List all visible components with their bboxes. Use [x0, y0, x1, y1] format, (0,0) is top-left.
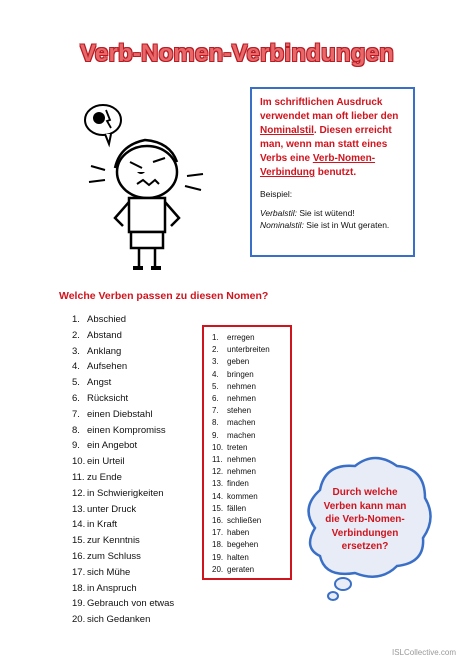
verb-item [212, 491, 290, 503]
noun-item [72, 359, 174, 375]
cloud-line: Durch welche [332, 487, 398, 498]
noun-text: Aufsehen [87, 361, 128, 373]
noun-text: zur Kenntnis [87, 535, 140, 547]
verb-item [212, 478, 290, 490]
verb-number: 6. [212, 394, 219, 404]
noun-item [72, 407, 174, 423]
noun-item [72, 391, 174, 407]
verb-number: 18. [212, 540, 224, 550]
verb-number: 2. [212, 345, 219, 355]
noun-item [72, 486, 174, 502]
cloud-question [300, 486, 430, 554]
noun-text: einen Kompromiss [87, 424, 166, 436]
task-question: Welche Verben passen zu diesen Nomen? [59, 290, 269, 302]
example-verbalstil-text: Sie ist wütend! [297, 208, 355, 218]
cloud-line: ersetzen? [341, 541, 389, 552]
noun-item [72, 423, 174, 439]
noun-item [72, 565, 174, 581]
verb-text: halten [227, 552, 249, 562]
verb-number: 4. [212, 369, 219, 379]
verb-text: nehmen [227, 381, 256, 391]
verb-text: machen [227, 430, 256, 440]
noun-item [72, 375, 174, 391]
verb-number: 3. [212, 357, 219, 367]
noun-number: 6. [72, 392, 80, 404]
noun-number: 20. [72, 614, 86, 626]
verb-item [212, 503, 290, 515]
verb-text: kommen [227, 491, 258, 501]
noun-item [72, 612, 174, 628]
verb-item [212, 527, 290, 539]
noun-text: Abschied [87, 314, 127, 325]
verb-text: nehmen [227, 455, 256, 465]
noun-text: in Kraft [87, 519, 118, 531]
verb-number: 9. [212, 430, 219, 440]
verb-item [212, 454, 290, 466]
verb-text: stehen [227, 406, 252, 416]
info-line2: . Diesen erreicht man, wenn man statt eines Verbs eine [260, 125, 392, 164]
noun-text: in Anspruch [87, 582, 137, 594]
noun-number: 9. [72, 440, 80, 452]
verb-item [212, 466, 290, 478]
verb-text: begehen [227, 540, 259, 550]
verb-text: schließen [227, 516, 262, 526]
verb-number: 8. [212, 418, 219, 428]
noun-item [72, 596, 174, 612]
verb-item [212, 564, 290, 576]
verb-text: unterbreiten [227, 345, 270, 355]
verb-list-box [202, 325, 292, 580]
noun-item [72, 502, 174, 518]
verb-item [212, 405, 290, 417]
verb-item [212, 539, 290, 551]
info-line3: benutzt. [315, 167, 357, 178]
noun-number: 16. [72, 550, 86, 562]
verb-number: 12. [212, 467, 224, 477]
verb-item [212, 552, 290, 564]
page-title: Verb-Nomen-Verbindungen [80, 40, 394, 67]
verb-item [212, 515, 290, 527]
noun-text: unter Druck [87, 503, 137, 515]
verb-item [212, 381, 290, 393]
noun-text: ein Urteil [87, 456, 125, 468]
verb-number: 14. [212, 491, 224, 501]
example-verbalstil [260, 207, 405, 219]
noun-item [72, 517, 174, 533]
cloud-line: Verben kann man [323, 500, 407, 512]
verb-text: nehmen [227, 467, 256, 477]
verb-number: 16. [212, 516, 224, 526]
noun-number: 2. [72, 329, 80, 341]
info-box [250, 87, 415, 257]
verb-number: 19. [212, 552, 224, 562]
noun-item [72, 581, 174, 597]
example-nominalstil-label: Nominalstil: [260, 220, 304, 230]
verb-number: 11. [212, 455, 223, 465]
verb-item [212, 442, 290, 454]
info-line1: Im schriftlichen Ausdruck verwendet man oft lieber den [260, 97, 399, 122]
example-nominalstil-text: Sie ist in Wut geraten. [303, 220, 390, 230]
noun-item [72, 454, 174, 470]
verb-text: geraten [227, 564, 255, 574]
verb-text: erregen [227, 333, 255, 342]
verb-number: 1. [212, 333, 219, 342]
noun-text: ein Angebot [87, 440, 138, 452]
noun-text: Angst [87, 377, 112, 389]
noun-number: 8. [72, 424, 80, 436]
verb-text: treten [227, 442, 248, 452]
info-vnv: Verb-Nomen-Verbindung [260, 153, 376, 178]
noun-text: sich Gedanken [87, 614, 151, 626]
example-verbalstil-label: Verbalstil: [260, 208, 298, 218]
noun-text: zu Ende [87, 471, 122, 483]
noun-number: 4. [72, 361, 80, 373]
verb-text: fällen [227, 503, 247, 513]
info-main-text [260, 96, 405, 180]
noun-number: 13. [72, 503, 86, 515]
verb-number: 13. [212, 479, 224, 489]
noun-number: 5. [72, 377, 80, 389]
verb-number: 10. [212, 442, 224, 452]
noun-number: 15. [72, 535, 86, 547]
verb-item [212, 344, 290, 356]
noun-item [72, 328, 174, 344]
noun-text: in Schwierigkeiten [87, 487, 164, 499]
verb-item [212, 332, 290, 344]
noun-text: zum Schluss [87, 550, 141, 562]
verb-item [212, 356, 290, 368]
verb-text: nehmen [227, 394, 256, 404]
verb-item [212, 369, 290, 381]
noun-number: 17. [72, 566, 86, 578]
verb-number: 7. [212, 406, 219, 416]
verb-item [212, 417, 290, 429]
angry-child-illustration [75, 90, 215, 280]
verb-number: 17. [212, 528, 224, 538]
verb-text: geben [227, 357, 250, 367]
example-heading: Beispiel: [260, 189, 293, 199]
noun-number: 1. [72, 314, 80, 325]
noun-number: 19. [72, 598, 86, 610]
noun-number: 14. [72, 519, 86, 531]
verb-text: machen [227, 418, 256, 428]
cloud-line: Verbindungen [331, 527, 399, 539]
noun-text: Abstand [87, 329, 122, 341]
noun-number: 18. [72, 582, 86, 594]
footer-watermark: ISLCollective.com [391, 648, 456, 657]
noun-number: 11. [72, 471, 85, 483]
noun-item [72, 312, 174, 328]
noun-text: Gebrauch von etwas [87, 598, 175, 610]
verb-number: 5. [212, 381, 219, 391]
noun-number: 3. [72, 345, 80, 357]
noun-number: 10. [72, 456, 86, 468]
example-nominalstil [260, 219, 405, 231]
noun-list [72, 312, 174, 628]
verb-item [212, 430, 290, 442]
noun-text: Rücksicht [87, 392, 129, 404]
noun-text: einen Diebstahl [87, 408, 153, 420]
noun-number: 7. [72, 408, 80, 420]
noun-item [72, 533, 174, 549]
noun-item [72, 549, 174, 565]
noun-item [72, 438, 174, 454]
noun-item [72, 470, 174, 486]
info-nominalstil: Nominalstil [260, 125, 314, 136]
noun-text: Anklang [87, 345, 122, 357]
verb-text: bringen [227, 369, 254, 379]
noun-number: 12. [72, 487, 86, 499]
noun-item [72, 344, 174, 360]
noun-text: sich Mühe [87, 566, 131, 578]
verb-number: 15. [212, 503, 224, 513]
cloud-line: die Verb-Nomen- [325, 514, 405, 525]
verb-text: finden [227, 479, 249, 489]
verb-item [212, 393, 290, 405]
verb-number: 20. [212, 564, 224, 574]
verb-text: haben [227, 528, 250, 538]
